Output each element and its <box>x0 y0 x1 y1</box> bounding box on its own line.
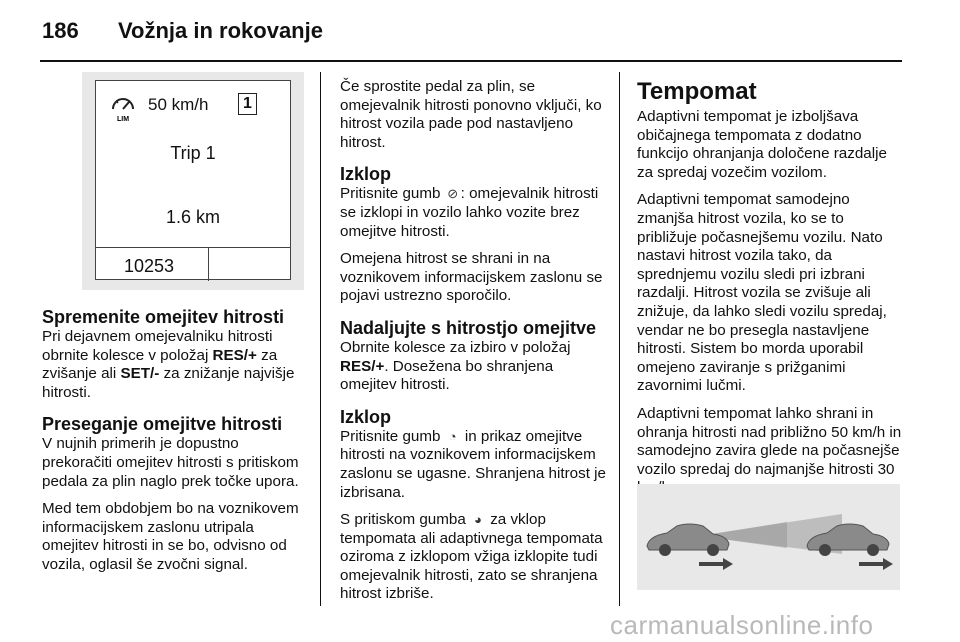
column-divider-1 <box>320 72 321 606</box>
adaptive-cruise-illustration <box>637 484 900 590</box>
page-number: 186 <box>42 18 79 43</box>
trip-label: Trip 1 <box>170 143 216 163</box>
paragraph-tempomat-1: Adaptivni tempomat je izboljšava običajnega tempomata z dodatno funkcijo ohranjanja določene razdalje za spredaj vozečim vozilom. <box>637 108 887 181</box>
paragraph-tempomat-2: Adaptivni tempomat samodejno zmanjša hitrost vozila, ko se to približuje počasnejšemu vozilu. Nato nastavi hitrost vozila tako, da sprednjemu vozilu sledi pri izbrani razdalji. Hitrost vozila se zvišuje ali znižuje, da lahko sledi vozilu spredaj, vendar ne bo presegla nastavljene hitrosti. Sistem bo morda uporabil omejeno zaviranje s prižganimi zavornimi lučmi. <box>637 191 887 395</box>
heading-off: Izklop <box>340 164 392 185</box>
paragraph-exceed-warning: Med tem obdobjem bo na voznikovem informacijskem zaslonu utripala omejitev hitrosti in se bo, odvisno od vozila, oglasil še zvočni signal. <box>42 500 299 573</box>
paragraph-off-3: S pritiskom gumba ◕ za vklop tempomata ali adaptivnega tempomata oziroma z izklopom vžiga izklopite tudi omejevalnik hitrosti, zato se shranjena hitrost izbriše. <box>340 511 603 603</box>
limiter-off-icon: ⊘ <box>447 186 459 202</box>
display-cell-divider <box>208 248 209 281</box>
paragraph-resume: Obrnite kolesce za izbiro v položaj RES/+. Dosežena bo shranjena omejitev hitrosti. <box>340 338 571 394</box>
display-bottom-bar <box>96 247 290 281</box>
paragraph-off-2: Pritisnite gumb ◔ in prikaz omejitve hitrosti na voznikovem informacijskem zaslonu se ugasne. Shranjena hitrost je izbrisana. <box>340 427 606 501</box>
limit-speed: 50 km/h <box>148 95 209 114</box>
front-direction-arrow <box>859 558 893 570</box>
header-divider <box>40 60 902 62</box>
column-divider-2 <box>619 72 620 606</box>
paragraph-exceed-limit: V nujnih primerih je dopustno prekoračiti omejitev hitrosti s pritiskom pedala za plin naglo prek točke upora. <box>42 435 299 490</box>
rear-car <box>647 524 729 556</box>
driver-info-display <box>95 80 291 280</box>
speed-limiter-button-icon: ◔ <box>448 428 457 444</box>
rear-direction-arrow <box>699 558 733 570</box>
heading-change-limit: Spremenite omejitev hitrosti <box>42 307 285 327</box>
column-2 <box>340 78 608 613</box>
page-title: Vožnja in rokovanje <box>118 18 323 43</box>
heading-resume: Nadaljujte s hitrostjo omejitve <box>340 317 597 338</box>
paragraph-release-pedal: Če sprostite pedal za plin, se omejevalnik hitrosti ponovno vključi, ko hitrost vozila pade pod nastavljeno hitrost. <box>340 78 602 151</box>
gear-indicator: 1 <box>238 93 257 115</box>
watermark: carmanualsonline.info <box>610 610 874 640</box>
paragraph-saved: Omejena hitrost se shrani in na voznikovem informacijskem zaslonu se pojavi ustrezno sporočilo. <box>340 250 603 305</box>
heading-off-2: Izklop <box>340 406 392 427</box>
svg-text:LIM: LIM <box>116 116 130 123</box>
trip-distance: 1.6 km <box>165 207 221 227</box>
speed-limiter-icon <box>108 93 138 128</box>
column-1 <box>42 307 310 584</box>
paragraph-off: Pritisnite gumb ⊘ : omejevalnik hitrosti se izklopi in vozilo lahko vozite brez omejitve hitrosti. <box>340 185 599 240</box>
odometer: 10253 <box>124 256 175 276</box>
column-3 <box>637 78 903 507</box>
paragraph-tempomat-3: Adaptivni tempomat lahko shrani in ohranja hitrosti nad približno 50 km/h in samodejno zavira glede na počasnejše vozilo spredaj do najmanjše hitrosti 30 <box>637 404 902 478</box>
heading-tempomat: Tempomat <box>637 78 757 105</box>
paragraph-change-limit: Pri dejavnem omejevalniku hitrosti obrnite kolesce v položaj RES/+ za zvišanje ali SET/- za znižanje najvišje hitrosti. <box>42 328 295 401</box>
cruise-control-icon: ◕ <box>474 512 482 528</box>
heading-exceed-limit: Preseganje omejitve hitrosti <box>42 414 283 435</box>
